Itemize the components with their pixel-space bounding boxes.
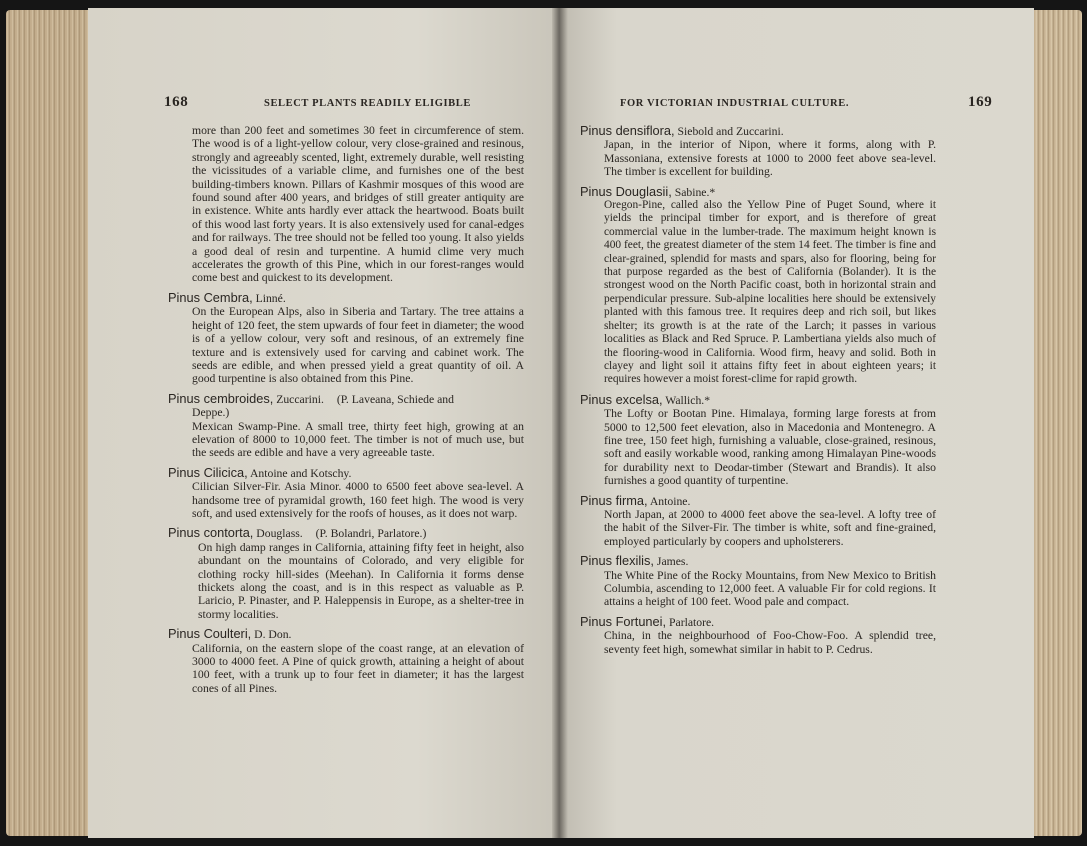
species-description: Oregon-Pine, called also the Yellow Pine of Puget Sound, where it yields the principal timber for export, and is therefore of great commercial value in the lumber-trade. The maximum height known is 400 feet, the greatest diameter of the stem 14 feet. The timber is fine and clear-grained, splendid for masts and spars, also for flooring, being for that purpose regarded as the best of California (Bolander). It is the strongest wood on the North Pacific coast, both in horizontal strain and perpendicular pressure. Sub-alpine localities here should be extensively planted with this famous tree. It requires deep and rich soil, but likes shelter; its growth is at the rate of the Larch; it passes in various localities as Black and Red Spruce. P. Lambertiana yields also much of the flooring-wood in California. Wood firm, heavy and solid. Both in clayey and light soil it attains fifty feet in about eighteen years; it requires however a moist forest-clime for rapid growth.	[604, 199, 936, 386]
species-description: Mexican Swamp-Pine. A small tree, thirty feet high, growing at an elevation of 8000 to 10,000 feet. The timber is not of much use, but the seeds are edible and have a very agreeable taste.	[192, 419, 524, 460]
species-entry	[580, 124, 936, 179]
entry-heading	[580, 124, 936, 138]
species-description: China, in the neighbourhood of Foo-Chow-Foo. A splendid tree, seventy feet high, somewhat similar in habit to P. Cedrus.	[604, 629, 936, 656]
species-entry	[168, 466, 524, 521]
entry-heading	[168, 526, 524, 540]
species-author: D. Don.	[254, 628, 292, 642]
species-entry	[580, 554, 936, 609]
species-description: On the European Alps, also in Siberia and Tartary. The tree attains a height of 120 feet, the stem upwards of four feet in diameter; the wood is of a yellow colour, very soft and resinous, of an extremely fine texture and is extensively used for carving and cabinet work. The seeds are edible, and when pressed yield a great quantity of oil. A good turpentine is also obtained from this Pine.	[192, 305, 524, 386]
right-page-edges	[1030, 10, 1082, 836]
species-author: Antoine.	[649, 494, 691, 508]
running-head: FOR VICTORIAN INDUSTRIAL CULTURE.	[620, 98, 850, 109]
species-name: Pinus contorta,	[168, 525, 254, 541]
species-description: Cilician Silver-Fir. Asia Minor. 4000 to 6500 feet above sea-level. A handsome tree of pyramidal growth, 160 feet high. The wood is very soft, and used extensively for the roofs of houses, as it does not warp.	[192, 480, 524, 520]
entry-heading	[168, 291, 524, 305]
right-page	[560, 8, 1034, 838]
species-entry	[168, 526, 524, 621]
entry-heading	[580, 185, 936, 199]
left-column	[168, 124, 524, 701]
entry-heading	[168, 466, 524, 480]
species-entry	[168, 627, 524, 695]
entry-heading	[168, 392, 524, 406]
left-page-edges	[6, 10, 92, 836]
entry-heading	[580, 554, 936, 568]
species-name: Pinus Cembra,	[168, 289, 253, 305]
species-description: Japan, in the interior of Nipon, where it forms, along with P. Massoniana, extensive forests at 1000 to 2000 feet above sea-level. The timber is excellent for building.	[604, 138, 936, 179]
left-page	[88, 8, 558, 838]
species-name: Pinus Douglasii,	[580, 183, 672, 199]
species-description: On high damp ranges in California, attaining fifty feet in height, also abundant on the mountains of Colorado, and very eligible for clothing rocky hill-sides (Meehan). In California it forms dense thickets along the coast, and is in this respect as valuable as P. Laricio, P. Pinaster, and P. Haleppensis in Europe, as a shelter-tree in stormy localities.	[198, 540, 524, 621]
page-number: 169	[968, 94, 993, 110]
species-name: Pinus firma,	[580, 492, 648, 508]
species-entry	[580, 393, 936, 488]
continuation-paragraph: more than 200 feet and sometimes 30 feet in circumference of stem. The wood is of a light-yellow colour, very close-grained and resinous, strongly and agreeably scented, light, extremely durable, well resisting the vicissitudes of a variable clime, and furnishes one of the best building-timbers known. Pillars of Kashmir mosques of this wood are found sound after 400 years, and bridges of still greater antiquity are in existence. White ants hardly ever attack the heartwood. Boats built of this wood last forty years. It is also extensively used for canal-edges and for railways. The tree should not be felled too young. It also yields a good deal of resin and turpentine. A humid clime very much accelerates the growth of this Pine, which in our forest-ranges would come best and quickest to its development.	[192, 124, 524, 285]
species-name: Pinus excelsa,	[580, 391, 663, 407]
synonym-note-continued: Deppe.)	[192, 406, 230, 420]
synonym-note: (P. Laveana, Schiede and	[336, 392, 454, 406]
entry-heading	[580, 393, 936, 407]
entry-heading	[580, 494, 936, 508]
right-page-header	[620, 96, 1000, 114]
species-author: James.	[656, 555, 689, 569]
species-name: Pinus Fortunei,	[580, 613, 667, 629]
species-name: Pinus Coulteri,	[168, 626, 252, 642]
entry-heading	[580, 615, 936, 629]
entry-heading	[168, 627, 524, 641]
species-name: Pinus flexilis,	[580, 553, 654, 569]
species-author: Linné.	[255, 291, 286, 305]
species-description: North Japan, at 2000 to 4000 feet above the sea-level. A lofty tree of the habit of the Silver-Fir. The timber is white, soft and fine-grained, employed particularly by coopers and upholsterers.	[604, 507, 936, 548]
species-author: Zuccarini.	[276, 392, 324, 406]
right-column	[580, 124, 936, 662]
species-name: Pinus densiflora,	[580, 123, 675, 138]
species-description: The Lofty or Bootan Pine. Himalaya, forming large forests at from 5000 to 12,500 feet elevation, also in Macedonia and Montenegro. A fine tree, 150 feet high, furnishing a valuable, close-grained, resinous, soft and easily workable wood, ranking among Himalayan Pine-woods for durability next to Deodar-timber (Stewart and Brandis). It also furnishes a good quantity of turpentine.	[604, 407, 936, 488]
species-name: Pinus Cilicica,	[168, 464, 248, 480]
species-name: Pinus cembroides,	[168, 390, 274, 406]
species-entry	[168, 291, 524, 386]
book-gutter	[552, 8, 568, 838]
species-author: Wallich.*	[665, 393, 711, 407]
species-description: The White Pine of the Rocky Mountains, from New Mexico to British Columbia, ascending to 12,000 feet. A valuable Fir for cold regions. It attains a height of 100 feet. Wood pale and compact.	[604, 568, 936, 609]
species-entry	[580, 185, 936, 387]
species-entry	[168, 392, 524, 460]
species-entry	[580, 494, 936, 549]
species-author: Sabine.*	[674, 185, 716, 199]
species-author: Parlatore.	[669, 615, 715, 629]
synonym-note: (P. Bolandri, Parlatore.)	[315, 527, 427, 541]
species-author: Douglass.	[256, 527, 303, 541]
species-description: California, on the eastern slope of the coast range, at an elevation of 3000 to 4000 feet. A Pine of quick growth, attaining a height of about 100 feet, with a trunk up to four feet in diameter; it has the largest cones of all Pines.	[192, 641, 524, 695]
running-head: SELECT PLANTS READILY ELIGIBLE	[264, 98, 471, 109]
species-author: Siebold and Zuccarini.	[677, 125, 784, 138]
species-author: Antoine and Kotschy.	[249, 466, 352, 480]
page-number: 168	[164, 94, 189, 110]
left-page-header	[160, 96, 524, 114]
species-entry	[580, 615, 936, 656]
